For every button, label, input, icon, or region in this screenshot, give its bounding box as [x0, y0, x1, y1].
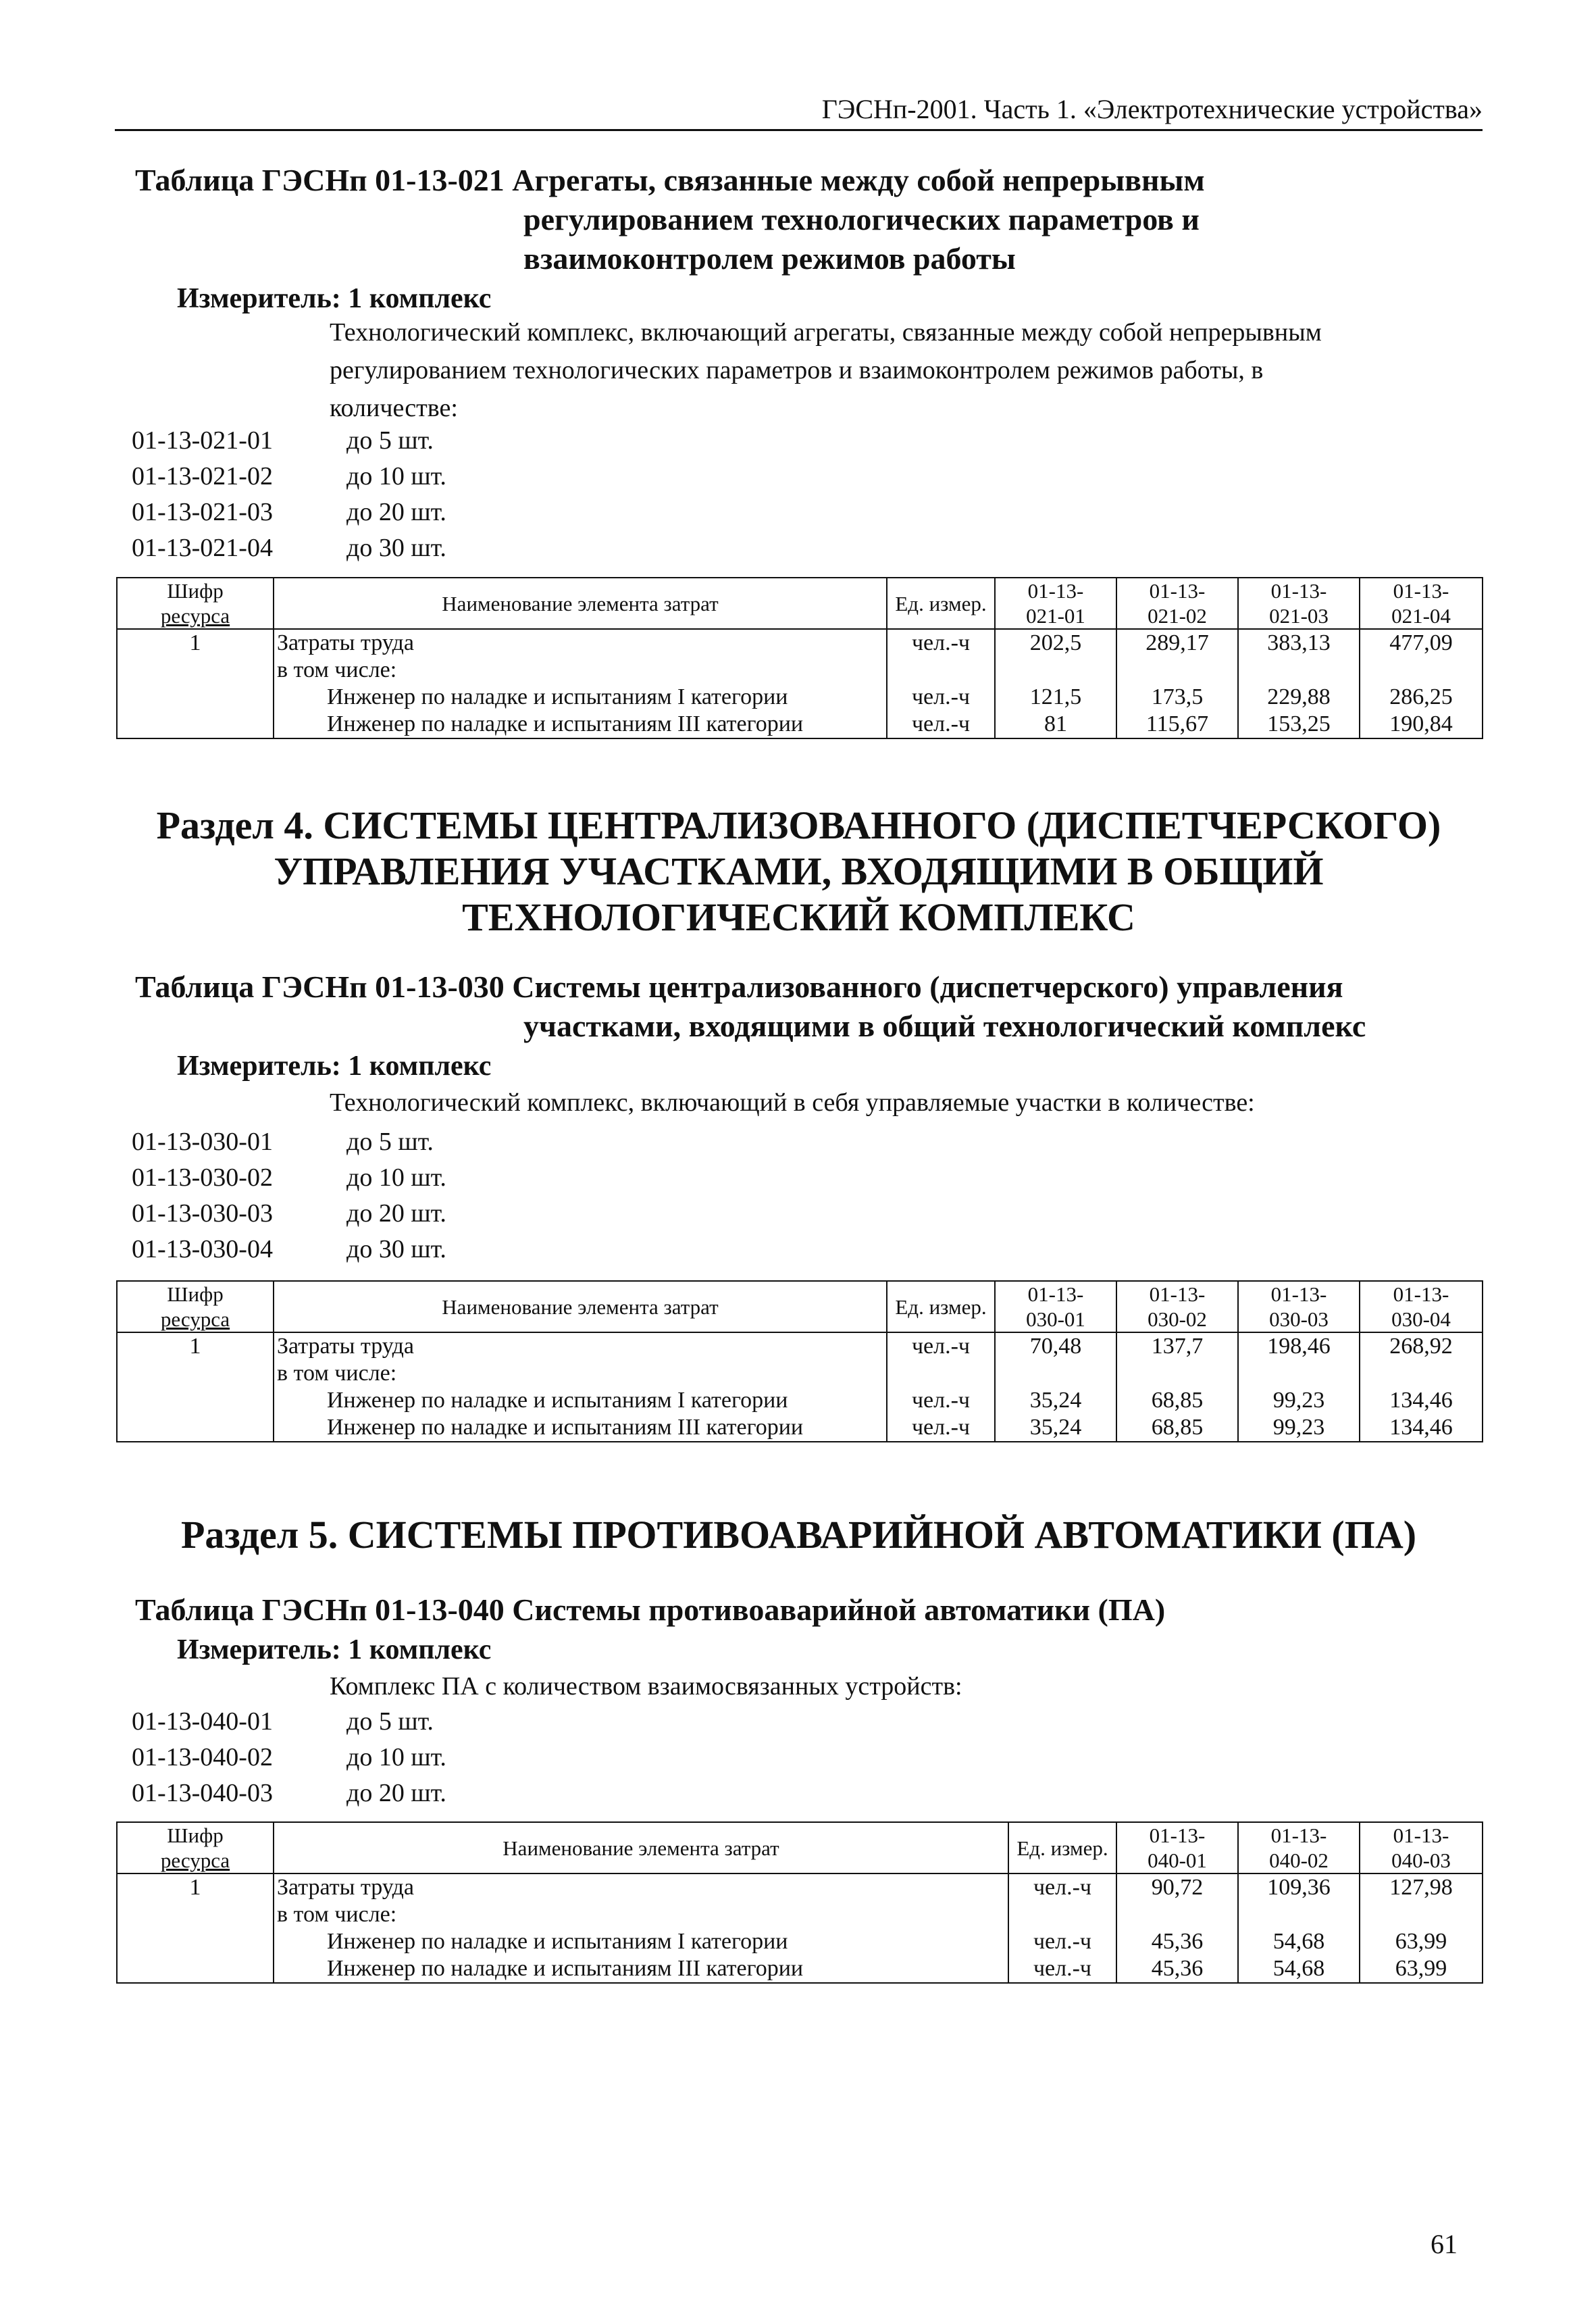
cell-code: [117, 1955, 274, 1983]
cell-value: 137,7: [1116, 1332, 1238, 1360]
table-030-title: [135, 967, 1366, 1046]
cell-unit: чел.-ч: [887, 1332, 995, 1360]
cell-value: 63,99: [1360, 1955, 1483, 1983]
cell-unit: [1008, 1901, 1116, 1928]
table-021-grid: [116, 577, 1483, 739]
col-header-norm: 01-13- 021-04: [1360, 578, 1483, 629]
cell-value: 45,36: [1116, 1955, 1238, 1983]
cell-value: 134,46: [1360, 1414, 1483, 1442]
item-code: 01-13-030-01: [132, 1128, 273, 1156]
cell-value: 81: [995, 711, 1116, 738]
item-qty: до 20 шт.: [346, 1199, 446, 1228]
description-line: регулированием технологических параметров и взаимоконтролем режимов работы, в: [330, 356, 1264, 384]
table-021-title-line3: взаимоконтролем режимов работы: [523, 241, 1016, 276]
col-header-unit: Ед. измер.: [887, 1281, 995, 1332]
cell-code: [117, 1928, 274, 1955]
cell-unit: [887, 657, 995, 684]
cell-value: [1360, 1901, 1483, 1928]
cell-value: 54,68: [1238, 1928, 1360, 1955]
cell-value: 115,67: [1116, 711, 1238, 738]
item-qty: до 5 шт.: [346, 426, 434, 455]
cell-code: [117, 711, 274, 738]
running-header: ГЭСНп-2001. Часть 1. «Электротехнические устройства»: [115, 93, 1483, 131]
cell-value: [1360, 657, 1483, 684]
cell-name: Инженер по наладке и испытаниям I категории: [274, 1928, 1008, 1955]
cell-value: 63,99: [1360, 1928, 1483, 1955]
section-5-heading: [115, 1512, 1483, 1558]
description-line: Технологический комплекс, включающий в себя управляемые участки в количестве:: [330, 1088, 1255, 1117]
col-header-code: Шифр ресурса: [117, 1822, 274, 1873]
cell-value: [1116, 657, 1238, 684]
cell-code: [117, 1414, 274, 1442]
item-qty: до 20 шт.: [346, 1779, 446, 1807]
cell-unit: [887, 1360, 995, 1387]
cell-value: 229,88: [1238, 684, 1360, 711]
col-header-code: Шифр ресурса: [117, 578, 274, 629]
item-code: 01-13-040-02: [132, 1743, 273, 1771]
cell-value: [1238, 1360, 1360, 1387]
cell-code: 1: [117, 629, 274, 657]
table-040-description: [330, 1667, 1478, 1705]
item-row: [132, 1124, 446, 1160]
cell-unit: чел.-ч: [887, 684, 995, 711]
col-header-norm: 01-13- 021-01: [995, 578, 1116, 629]
col-header-norm: 01-13- 030-03: [1238, 1281, 1360, 1332]
table-030-title-line2: участками, входящими в общий технологический комплекс: [523, 1009, 1366, 1043]
cell-value: [1116, 1901, 1238, 1928]
item-row: [132, 459, 446, 495]
cell-code: [117, 1360, 274, 1387]
table-030-item-list: [132, 1124, 446, 1267]
cell-code: [117, 684, 274, 711]
page-number: 61: [1431, 2229, 1458, 2259]
col-header-norm: 01-13- 040-01: [1116, 1822, 1238, 1873]
cell-value: 68,85: [1116, 1414, 1238, 1442]
item-row: [132, 1196, 446, 1232]
cell-name: Инженер по наладке и испытаниям III категории: [274, 711, 887, 738]
table-header-row: [117, 1281, 1483, 1332]
cell-value: [1238, 1901, 1360, 1928]
section-4-line3: ТЕХНОЛОГИЧЕСКИЙ КОМПЛЕКС: [462, 895, 1135, 939]
cell-value: 121,5: [995, 684, 1116, 711]
section-4-heading: [115, 803, 1483, 940]
cell-value: [995, 1360, 1116, 1387]
table-030-title-line1: Таблица ГЭСНп 01-13-030 Системы централизованного (диспетчерского) управления: [135, 970, 1343, 1004]
col-header-norm: 01-13- 030-01: [995, 1281, 1116, 1332]
item-row: [132, 1704, 446, 1740]
cell-value: 90,72: [1116, 1873, 1238, 1901]
cell-name: Затраты труда: [274, 1873, 1008, 1901]
col-header-norm: 01-13- 030-04: [1360, 1281, 1483, 1332]
col-header-norm: 01-13- 040-03: [1360, 1822, 1483, 1873]
item-code: 01-13-040-01: [132, 1707, 273, 1736]
cell-value: 477,09: [1360, 629, 1483, 657]
cell-value: 190,84: [1360, 711, 1483, 738]
cell-value: 35,24: [995, 1414, 1116, 1442]
section-5-line1: Раздел 5. СИСТЕМЫ ПРОТИВОАВАРИЙНОЙ АВТОМАТИКИ (ПА): [180, 1513, 1417, 1557]
item-code: 01-13-030-03: [132, 1199, 273, 1228]
item-code: 01-13-021-03: [132, 498, 273, 526]
cell-code: 1: [117, 1873, 274, 1901]
cell-value: 127,98: [1360, 1873, 1483, 1901]
col-header-norm: 01-13- 040-02: [1238, 1822, 1360, 1873]
item-row: [132, 423, 446, 459]
item-qty: до 30 шт.: [346, 534, 446, 562]
table-040-title: [135, 1590, 1165, 1630]
cell-code: [117, 1387, 274, 1414]
table-021-meter: Измеритель: 1 комплекс: [177, 283, 492, 314]
cell-unit: чел.-ч: [1008, 1928, 1116, 1955]
table-row: [117, 1360, 1483, 1387]
cell-value: 383,13: [1238, 629, 1360, 657]
cell-value: 109,36: [1238, 1873, 1360, 1901]
table-header-row: [117, 1822, 1483, 1873]
item-code: 01-13-021-02: [132, 462, 273, 491]
item-qty: до 10 шт.: [346, 1163, 446, 1192]
cell-value: 99,23: [1238, 1414, 1360, 1442]
cell-value: 134,46: [1360, 1387, 1483, 1414]
item-row: [132, 1160, 446, 1196]
item-qty: до 20 шт.: [346, 498, 446, 526]
table-row: [117, 684, 1483, 711]
cell-name: в том числе:: [274, 1901, 1008, 1928]
cell-name: Затраты труда: [274, 1332, 887, 1360]
cell-name: в том числе:: [274, 657, 887, 684]
table-030-meter: Измеритель: 1 комплекс: [177, 1051, 492, 1082]
item-qty: до 10 шт.: [346, 462, 446, 491]
table-030-description: [330, 1084, 1478, 1122]
table-row: [117, 1901, 1483, 1928]
cell-value: 286,25: [1360, 684, 1483, 711]
cell-code: [117, 1901, 274, 1928]
table-row: [117, 657, 1483, 684]
table-040-item-list: [132, 1704, 446, 1811]
item-row: [132, 495, 446, 530]
cell-value: 99,23: [1238, 1387, 1360, 1414]
col-header-norm: 01-13- 021-02: [1116, 578, 1238, 629]
table-040-grid: [116, 1821, 1483, 1984]
cell-name: Инженер по наладке и испытаниям III категории: [274, 1955, 1008, 1983]
item-row: [132, 1740, 446, 1776]
cell-code: [117, 657, 274, 684]
item-qty: до 10 шт.: [346, 1743, 446, 1771]
cell-value: [1360, 1360, 1483, 1387]
table-header-row: [117, 578, 1483, 629]
cell-value: 268,92: [1360, 1332, 1483, 1360]
cell-unit: чел.-ч: [887, 629, 995, 657]
cell-value: 54,68: [1238, 1955, 1360, 1983]
cell-value: 45,36: [1116, 1928, 1238, 1955]
table-row: [117, 1332, 1483, 1360]
cell-name: Затраты труда: [274, 629, 887, 657]
cell-name: Инженер по наладке и испытаниям III категории: [274, 1414, 887, 1442]
item-row: [132, 530, 446, 566]
table-row: [117, 1873, 1483, 1901]
cell-value: 35,24: [995, 1387, 1116, 1414]
cell-unit: чел.-ч: [887, 1387, 995, 1414]
cell-value: 202,5: [995, 629, 1116, 657]
item-code: 01-13-021-01: [132, 426, 273, 455]
cell-code: 1: [117, 1332, 274, 1360]
cell-value: 173,5: [1116, 684, 1238, 711]
cell-value: 198,46: [1238, 1332, 1360, 1360]
description-line: количестве:: [330, 394, 458, 422]
table-row: [117, 629, 1483, 657]
cell-name: Инженер по наладке и испытаниям I категории: [274, 684, 887, 711]
cell-unit: чел.-ч: [887, 1414, 995, 1442]
cell-value: [1238, 657, 1360, 684]
table-row: [117, 1387, 1483, 1414]
cell-unit: чел.-ч: [1008, 1955, 1116, 1983]
col-header-code: Шифр ресурса: [117, 1281, 274, 1332]
description-line: Технологический комплекс, включающий агрегаты, связанные между собой непрерывным: [330, 318, 1322, 347]
item-code: 01-13-030-04: [132, 1235, 273, 1263]
col-header-norm: 01-13- 030-02: [1116, 1281, 1238, 1332]
item-code: 01-13-040-03: [132, 1779, 273, 1807]
col-header-name: Наименование элемента затрат: [274, 578, 887, 629]
col-header-name: Наименование элемента затрат: [274, 1281, 887, 1332]
table-021-title: [135, 161, 1205, 278]
col-header-name: Наименование элемента затрат: [274, 1822, 1008, 1873]
section-4-line1: Раздел 4. СИСТЕМЫ ЦЕНТРАЛИЗОВАННОГО (ДИСПЕТЧЕРСКОГО): [156, 803, 1441, 847]
cell-name: в том числе:: [274, 1360, 887, 1387]
section-4-line2: УПРАВЛЕНИЯ УЧАСТКАМИ, ВХОДЯЩИМИ В ОБЩИЙ: [274, 849, 1324, 893]
col-header-unit: Ед. измер.: [887, 578, 995, 629]
description-line: Комплекс ПА с количеством взаимосвязанных устройств:: [330, 1672, 962, 1701]
cell-value: [1116, 1360, 1238, 1387]
table-040-meter: Измеритель: 1 комплекс: [177, 1634, 492, 1665]
cell-name: Инженер по наладке и испытаниям I категории: [274, 1387, 887, 1414]
table-030-grid: [116, 1280, 1483, 1442]
item-qty: до 5 шт.: [346, 1707, 434, 1736]
col-header-norm: 01-13- 021-03: [1238, 578, 1360, 629]
table-021-description: [330, 313, 1478, 427]
cell-value: 289,17: [1116, 629, 1238, 657]
table-row: [117, 1414, 1483, 1442]
cell-value: 70,48: [995, 1332, 1116, 1360]
col-header-unit: Ед. измер.: [1008, 1822, 1116, 1873]
item-code: 01-13-021-04: [132, 534, 273, 562]
table-021-title-line2: регулированием технологических параметров и: [523, 202, 1200, 236]
item-qty: до 5 шт.: [346, 1128, 434, 1156]
table-021-title-line1: Таблица ГЭСНп 01-13-021 Агрегаты, связанные между собой непрерывным: [135, 163, 1205, 197]
cell-unit: чел.-ч: [1008, 1873, 1116, 1901]
item-row: [132, 1232, 446, 1267]
table-row: [117, 1955, 1483, 1983]
table-row: [117, 1928, 1483, 1955]
item-code: 01-13-030-02: [132, 1163, 273, 1192]
cell-unit: чел.-ч: [887, 711, 995, 738]
item-row: [132, 1776, 446, 1811]
cell-value: 153,25: [1238, 711, 1360, 738]
table-021-item-list: [132, 423, 446, 566]
cell-value: [995, 657, 1116, 684]
item-qty: до 30 шт.: [346, 1235, 446, 1263]
table-row: [117, 711, 1483, 738]
table-040-title-line1: Таблица ГЭСНп 01-13-040 Системы противоаварийной автоматики (ПА): [135, 1592, 1166, 1627]
cell-value: 68,85: [1116, 1387, 1238, 1414]
